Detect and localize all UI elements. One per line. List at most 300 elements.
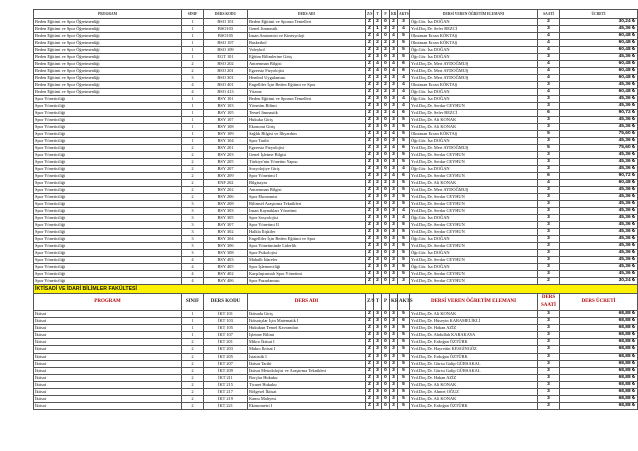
cell-ucret: 68,88 ₺ [560,339,638,346]
header2-sinif: SINIF [182,294,204,311]
cell-akts: 5 [398,396,410,403]
cell-program: Spor Yöneticiliği [34,180,182,187]
cell-ucret: 45,36 ₺ [560,82,638,89]
cell-ogretim-elemani: Öğr.Gör. İsa DOĞAN [410,250,538,257]
cell-kr: 3 [390,82,398,89]
cell-sinif: 2 [182,360,204,367]
cell-t: 3 [374,346,382,353]
cell-program: Beden Eğitimi ve Spor Öğretmenliği [34,40,182,47]
cell-ogretim-elemani: Yrd.Doç.Dr. Ali KONAK [410,311,538,318]
cell-zs: Z [366,215,374,222]
cell-sinif: 4 [182,89,204,96]
cell-zs: Z [366,325,374,332]
cell-akts: 5 [398,131,410,138]
cell-program: Beden Eğitimi ve Spor Öğretmenliği [34,75,182,82]
cell-sinif: 2 [182,346,204,353]
cell-kr: 3 [390,339,398,346]
cell-t: 3 [374,236,382,243]
cell-ogretim-elemani: Okutman Ercan KÖKTAŞ [410,40,538,47]
cell-ucret: 45,36 ₺ [560,236,638,243]
cell-sinif: 3 [182,243,204,250]
table-row [34,82,638,89]
table-row [34,318,638,325]
cell-zs: Z [366,396,374,403]
cell-ogretim-elemani: Öğr.Gör. İsa DOĞAN [410,47,538,54]
cell-ogretim-elemani: Yrd.Doç.Dr. Erdoğan ÖZTÜRK [410,403,538,410]
cell-program: Spor Yöneticiliği [34,215,182,222]
cell-program: Spor Yöneticiliği [34,250,182,257]
cell-saat: 3 [538,159,560,166]
cell-saat: 3 [538,250,560,257]
cell-sinif: 1 [182,110,204,117]
cell-zs: Z [366,339,374,346]
cell-ucret: 60,48 ₺ [560,180,638,187]
cell-ogretim-elemani: Yrd.Doç.Dr. Ali KONAK [410,381,538,388]
cell-ders-adi: İktisat Metodolojisi ve Araştırma Teknikleri [248,367,366,374]
cell-zs: Z [366,19,374,26]
cell-ogretim-elemani: Yrd.Doç.Dr. Ahmet OĞUZ [410,389,538,396]
cell-akts: 5 [398,159,410,166]
cell-zs: Z [366,346,374,353]
cell-sinif: 1 [182,311,204,318]
cell-ders-kodu: BSO 101 [204,19,248,26]
cell-zs: Z [366,33,374,40]
cell-ucret: 45,36 ₺ [560,215,638,222]
cell-akts: 5 [398,180,410,187]
cell-zs: Z [366,208,374,215]
cell-p: 0 [382,325,390,332]
cell-akts: 6 [398,61,410,68]
cell-ucret: 45,36 ₺ [560,96,638,103]
table-row [34,131,638,138]
cell-p: 0 [382,311,390,318]
cell-saat: 3 [538,381,560,388]
cell-ucret: 45,36 ₺ [560,152,638,159]
cell-ucret: 68,88 ₺ [560,325,638,332]
cell-akts: 5 [398,222,410,229]
cell-sinif: 1 [182,138,204,145]
cell-ogretim-elemani: Yrd.Doç.Dr. Sefer BEZCİ [410,26,538,33]
cell-p: 0 [382,360,390,367]
cell-akts: 5 [398,360,410,367]
cell-ders-kodu: EGT 101 [204,54,248,61]
cell-ogretim-elemani: Öğr.Gör. İsa DOĞAN [410,96,538,103]
cell-ucret: 60,48 ₺ [560,68,638,75]
cell-ders-kodu: İKT 201 [204,339,248,346]
cell-program: İktisat [34,381,182,388]
cell-t: 4 [374,61,382,68]
cell-saat: 4 [538,40,560,47]
cell-ders-kodu: BSY 206 [204,194,248,201]
cell-kr: 3 [390,208,398,215]
header2-p: P [382,294,390,311]
cell-t: 3 [374,159,382,166]
cell-ogretim-elemani: Yrd.Doç.Dr. Serdar CEYHUN [410,152,538,159]
cell-ders-adi: Antrenman Bilgisi [248,187,366,194]
cell-ders-adi: Karşılaştırmalı Spor Yönetimi [248,271,366,278]
cell-ders-adi: Bölgesel İktisat [248,389,366,396]
cell-p: 0 [382,215,390,222]
cell-akts: 5 [398,152,410,159]
table-row [34,173,638,180]
cell-kr: 3 [390,257,398,264]
cell-program: Beden Eğitimi ve Spor Öğretmenliği [34,47,182,54]
cell-p: 0 [382,257,390,264]
cell-akts: 4 [398,96,410,103]
table-row [34,110,638,117]
cell-ders-kodu: BSY 205 [204,159,248,166]
cell-ders-kodu: BSY 104 [204,138,248,145]
table-row [34,145,638,152]
cell-ders-kodu: İKT 219 [204,396,248,403]
cell-t: 2 [374,82,382,89]
cell-ucret: 75,60 ₺ [560,131,638,138]
cell-zs: Z [366,68,374,75]
cell-akts: 5 [398,187,410,194]
cell-saat: 4 [538,61,560,68]
cell-zs: Z [366,180,374,187]
cell-p: 0 [382,152,390,159]
cell-sinif: 2 [182,389,204,396]
cell-ders-adi: Ekonomi Giriş [248,124,366,131]
cell-akts: 4 [398,208,410,215]
cell-program: Spor Yöneticiliği [34,264,182,271]
cell-ders-adi: İktisat Tarihi [248,360,366,367]
table-row [34,257,638,264]
cell-ders-adi: Basketbol [248,40,366,47]
cell-program: İktisat [34,346,182,353]
cell-t: 3 [374,271,382,278]
cell-ogretim-elemani: Öğr.Gör. İsa DOĞAN [410,215,538,222]
cell-ucret: 45,36 ₺ [560,138,638,145]
cell-saat: 3 [538,236,560,243]
cell-program: Spor Yöneticiliği [34,222,182,229]
cell-ders-kodu: İKT 205 [204,353,248,360]
cell-ders-adi: Spor Pazarlaması [248,278,366,285]
cell-zs: Z [366,117,374,124]
table-row [34,215,638,222]
cell-ders-adi: İktisada Giriş [248,311,366,318]
cell-p: 2 [382,180,390,187]
cell-saat: 5 [538,131,560,138]
cell-ogretim-elemani: Yrd.Doç.Dr. Ali KONAK [410,124,538,131]
cell-program: İktisat [34,325,182,332]
cell-program: Spor Yöneticiliği [34,117,182,124]
table-row [34,89,638,96]
cell-t: 3 [374,215,382,222]
cell-ders-kodu: BSY 308 [204,250,248,257]
cell-t: 3 [374,264,382,271]
cell-sinif: 1 [182,103,204,110]
cell-ders-kodu: İKT 203 [204,346,248,353]
cell-ogretim-elemani: Yrd.Doç.Dr. Gürsu Galip GÜRSAKAL [410,360,538,367]
cell-zs: Z [366,173,374,180]
cell-kr: 3 [390,403,398,410]
cell-kr: 3 [390,47,398,54]
cell-ders-adi: Bilgisayar [248,180,366,187]
cell-akts: 4 [398,75,410,82]
cell-saat: 5 [538,145,560,152]
cell-sinif: 2 [182,381,204,388]
cell-ogretim-elemani: Öğr.Gör. İsa DOĞAN [410,166,538,173]
cell-akts: 4 [398,103,410,110]
cell-t: 3 [374,131,382,138]
cell-saat: 3 [538,339,560,346]
cell-program: Spor Yöneticiliği [34,131,182,138]
cell-program: Spor Yöneticiliği [34,278,182,285]
cell-ogretim-elemani: Yrd.Doç.Dr. Mert AYDOĞMUŞ [410,145,538,152]
cell-t: 3 [374,311,382,318]
cell-p: 0 [382,374,390,381]
cell-kr: 2 [390,278,398,285]
cell-sinif: 2 [182,374,204,381]
header-akts: AKTS [398,10,410,19]
cell-ders-adi: Spor Psikolojisi [248,250,366,257]
cell-p: 2 [382,131,390,138]
cell-ders-kodu: BSY 303 [204,208,248,215]
cell-ders-kodu: İKT 217 [204,389,248,396]
cell-program: Beden Eğitimi ve Spor Öğretmenliği [34,54,182,61]
cell-sinif: 4 [182,82,204,89]
cell-ogretim-elemani: Yrd.Doç.Dr. Serdar CEYHUN [410,222,538,229]
cell-zs: Z [366,26,374,33]
cell-program: Spor Yöneticiliği [34,257,182,264]
cell-t: 2 [374,89,382,96]
cell-t: 3 [374,222,382,229]
cell-p: 0 [382,381,390,388]
cell-ucret: 90,72 ₺ [560,110,638,117]
cell-ders-kodu: İKT 101 [204,311,248,318]
cell-t: 3 [374,96,382,103]
cell-ucret: 68,88 ₺ [560,360,638,367]
cell-ders-adi: Spor Sosyolojisi [248,215,366,222]
cell-akts: 5 [398,403,410,410]
cell-ucret: 45,36 ₺ [560,54,638,61]
cell-ucret: 60,48 ₺ [560,33,638,40]
cell-sinif: 2 [182,194,204,201]
cell-zs: Z [366,236,374,243]
cell-kr: 4 [390,33,398,40]
cell-kr: 3 [390,389,398,396]
cell-kr: 3 [390,332,398,339]
cell-ders-kodu: BSO 413 [204,89,248,96]
cell-ogretim-elemani: Yrd.Doç.Dr. Serdar CEYHUN [410,173,538,180]
cell-t: 3 [374,229,382,236]
cell-akts: 5 [398,194,410,201]
cell-kr: 4 [390,68,398,75]
table-row [34,201,638,208]
cell-ogretim-elemani: Yrd.Doç.Dr. Hakan AZİZ [410,374,538,381]
cell-ders-kodu: BSY 403 [204,257,248,264]
cell-t: 2 [374,40,382,47]
cell-sinif: 2 [182,339,204,346]
cell-ucret: 60,48 ₺ [560,89,638,96]
cell-ders-adi: Temel Jimnastik [248,110,366,117]
cell-zs: Z [366,110,374,117]
cell-saat: 3 [538,215,560,222]
cell-kr: 3 [390,117,398,124]
cell-akts: 6 [398,68,410,75]
cell-akts: 5 [398,124,410,131]
cell-t: 3 [374,374,382,381]
cell-zs: Z [366,138,374,145]
cell-ogretim-elemani: Yrd.Doç.Dr. Serdar CEYHUN [410,159,538,166]
table-row [34,222,638,229]
cell-sinif: 1 [182,117,204,124]
table-row [34,54,638,61]
cell-kr: 3 [390,396,398,403]
cell-program: Spor Yöneticiliği [34,110,182,117]
cell-saat: 3 [538,208,560,215]
cell-ucret: 45,36 ₺ [560,117,638,124]
cell-zs: Z [366,367,374,374]
cell-kr: 3 [390,346,398,353]
cell-saat: 3 [538,389,560,396]
cell-akts: 5 [398,374,410,381]
cell-kr: 3 [390,353,398,360]
cell-sinif: 3 [182,215,204,222]
cell-ogretim-elemani: Yrd.Doç.Dr. Serdar CEYHUN [410,201,538,208]
cell-ucret: 68,88 ₺ [560,381,638,388]
cell-kr: 3 [390,40,398,47]
cell-ucret: 45,36 ₺ [560,229,638,236]
cell-zs: Z [366,318,374,325]
cell-ders-kodu: BSO105 [204,33,248,40]
table-row [34,332,638,339]
cell-p: 0 [382,19,390,26]
cell-p: 0 [382,278,390,285]
cell-ders-adi: Eğitim Bilimlerine Giriş [248,54,366,61]
cell-akts: 4 [398,166,410,173]
cell-t: 3 [374,208,382,215]
cell-t: 3 [374,325,382,332]
table-row [34,166,638,173]
cell-ucret: 68,88 ₺ [560,389,638,396]
cell-kr: 3 [390,367,398,374]
cell-p: 0 [382,403,390,410]
cell-program: İktisat [34,374,182,381]
cell-t: 3 [374,250,382,257]
cell-sinif: 2 [182,166,204,173]
cell-p: 0 [382,33,390,40]
cell-akts: 5 [398,271,410,278]
cell-p: 0 [382,229,390,236]
cell-ogretim-elemani: Yrd.Doç.Dr. Gürsu Galip GÜRSAKAL [410,367,538,374]
cell-kr: 3 [390,180,398,187]
cell-ders-kodu: BSO 202 [204,61,248,68]
cell-ders-adi: Hukuka Giriş [248,117,366,124]
cell-ucret: 45,36 ₺ [560,159,638,166]
cell-akts: 5 [398,257,410,264]
cell-program: Spor Yöneticiliği [34,103,182,110]
cell-ucret: 45,36 ₺ [560,166,638,173]
cell-p: 0 [382,208,390,215]
cell-ders-kodu: İKT 215 [204,381,248,388]
cell-ders-adi: Egzersiz Fizyolojisi [248,145,366,152]
cell-t: 2 [374,278,382,285]
cell-ucret: 68,88 ₺ [560,396,638,403]
cell-saat: 4 [538,33,560,40]
cell-ders-kodu: BSO 201 [204,68,248,75]
cell-ucret: 45,36 ₺ [560,26,638,33]
cell-ucret: 45,36 ₺ [560,194,638,201]
cell-saat: 2 [538,19,560,26]
cell-ders-adi: Hentbol Uygulaması [248,75,366,82]
cell-t: 3 [374,353,382,360]
cell-ders-kodu: BSY 302 [204,229,248,236]
cell-program: Beden Eğitimi ve Spor Öğretmenliği [34,68,182,75]
cell-akts: 5 [398,33,410,40]
cell-kr: 3 [390,159,398,166]
table-row [34,152,638,159]
cell-zs: Z [366,222,374,229]
table-row [34,311,638,318]
cell-ogretim-elemani: Yrd.Doç.Dr. Mert AYDOĞMUŞ [410,61,538,68]
cell-zs: Z [366,403,374,410]
cell-sinif: 2 [182,61,204,68]
cell-t: 3 [374,145,382,152]
cell-ders-kodu: BSY 304 [204,236,248,243]
table-row [34,138,638,145]
table-row [34,367,638,374]
table-row [34,40,638,47]
cell-ders-adi: Ticaret Hukuku [248,381,366,388]
cell-program: Spor Yöneticiliği [34,243,182,250]
cell-p: 0 [382,138,390,145]
cell-p: 0 [382,187,390,194]
cell-akts: 5 [398,311,410,318]
cell-kr: 3 [390,318,398,325]
cell-ders-adi: İnsan Kaynakları Yönetimi [248,208,366,215]
cell-p: 0 [382,346,390,353]
cell-t: 3 [374,138,382,145]
cell-t: 3 [374,257,382,264]
cell-t: 2 [374,19,382,26]
table-row [34,243,638,250]
cell-zs: Z [366,374,374,381]
cell-kr: 4 [390,173,398,180]
cell-ucret: 90,72 ₺ [560,173,638,180]
cell-p: 2 [382,26,390,33]
table-row [34,396,638,403]
cell-ders-adi: Bilimsel Araştırma Teknikleri [248,201,366,208]
cell-p: 2 [382,40,390,47]
table-row [34,271,638,278]
table-row [34,159,638,166]
header-row [34,10,638,19]
cell-kr: 3 [390,381,398,388]
cell-ders-kodu: BSO 301 [204,75,248,82]
cell-akts: 5 [398,346,410,353]
cell-saat: 3 [538,222,560,229]
cell-sinif: 2 [182,353,204,360]
table-row [34,403,638,410]
cell-saat: 6 [538,173,560,180]
cell-sinif: 2 [182,187,204,194]
cell-t: 3 [374,367,382,374]
cell-ogretim-elemani: Okutman Ercan KÖKTAŞ [410,82,538,89]
cell-kr: 3 [390,194,398,201]
cell-sinif: 3 [182,208,204,215]
cell-zs: Z [366,82,374,89]
cell-saat: 6 [538,110,560,117]
cell-akts: 5 [398,54,410,61]
cell-p: 0 [382,318,390,325]
cell-program: Beden Eğitimi ve Spor Öğretmenliği [34,61,182,68]
cell-ucret: 68,88 ₺ [560,311,638,318]
cell-t: 2 [374,47,382,54]
cell-ucret: 45,36 ₺ [560,124,638,131]
